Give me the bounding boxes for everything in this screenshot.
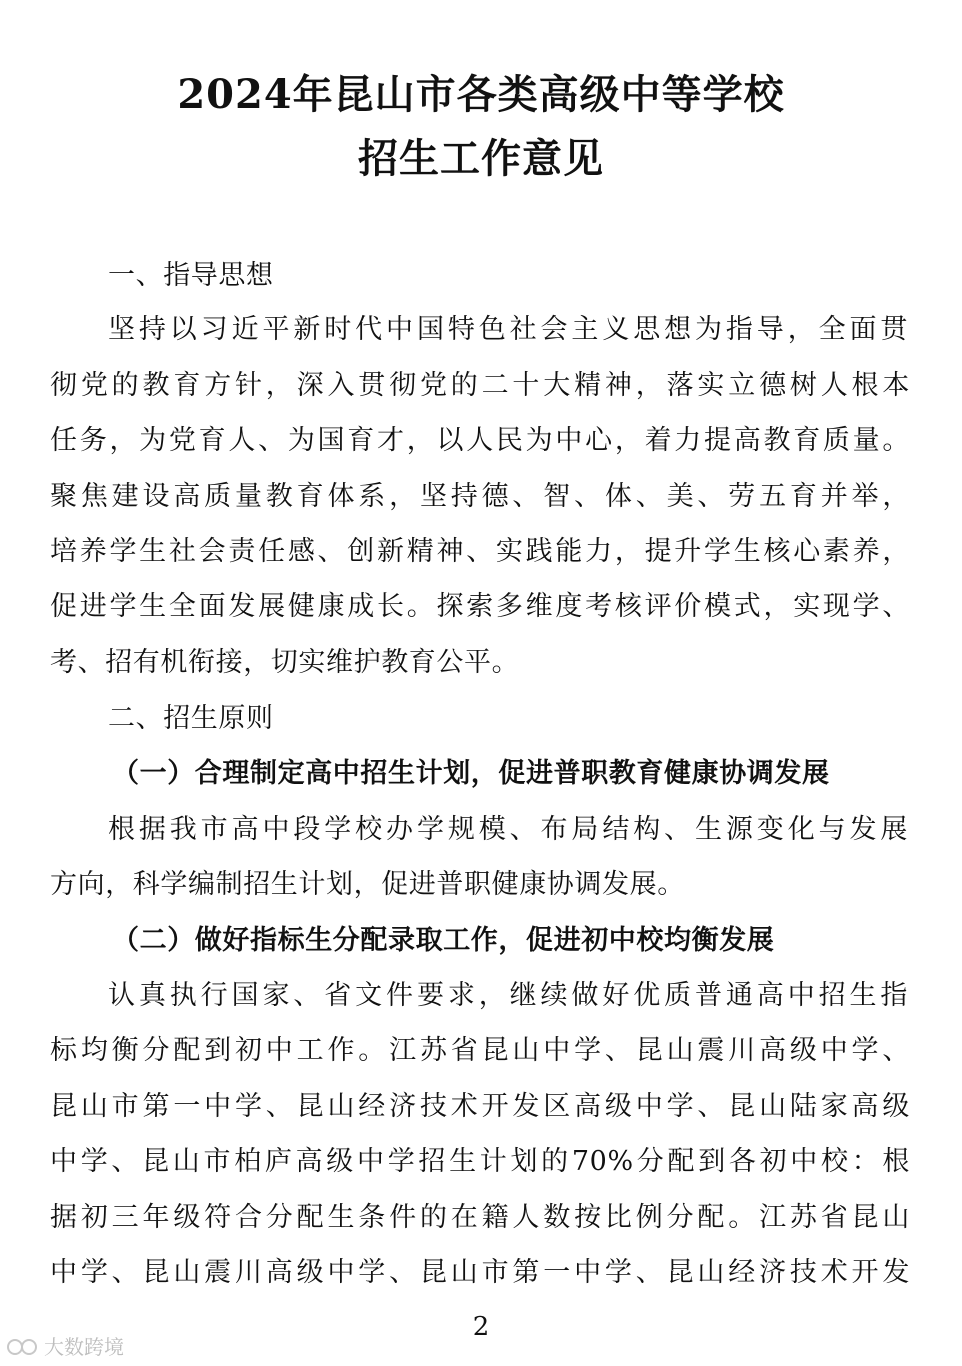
paragraph-line: 中学、昆山市柏庐高级中学招生计划的70%分配到各初中校：根 — [50, 1146, 910, 1177]
paragraph-line: 标均衡分配到初中工作。江苏省昆山中学、昆山震川高级中学、 — [50, 1035, 910, 1066]
section-heading-guiding-ideology: 一、指导思想 — [108, 260, 274, 291]
paragraph-line: 方向，科学编制招生计划，促进普职健康协调发展。 — [50, 869, 685, 900]
paragraph-line: 考、招有机衔接，切实维护教育公平。 — [50, 647, 520, 678]
subsection-heading-2: （二）做好指标生分配录取工作，促进初中校均衡发展 — [112, 925, 775, 956]
section-heading-enrollment-principles: 二、招生原则 — [108, 703, 274, 734]
paragraph-line: 根据我市高中段学校办学规模、布局结构、生源变化与发展 — [108, 814, 908, 845]
watermark — [6, 1334, 124, 1360]
paragraph-line: 中学、昆山震川高级中学、昆山市第一中学、昆山经济技术开发 — [50, 1257, 910, 1288]
watermark-text: 大数跨境 — [44, 1335, 124, 1359]
page-number: 2 — [472, 1312, 490, 1342]
document-title-line-1: 2024年昆山市各类高级中等学校 — [177, 71, 785, 118]
watermark-logo-icon — [6, 1336, 40, 1358]
paragraph-line: 聚焦建设高质量教育体系，坚持德、智、体、美、劳五育并举， — [50, 481, 910, 512]
paragraph-line: 彻党的教育方针，深入贯彻党的二十大精神，落实立德树人根本 — [50, 370, 910, 401]
paragraph-line: 认真执行国家、省文件要求，继续做好优质普通高中招生指 — [108, 980, 908, 1011]
paragraph-line: 培养学生社会责任感、创新精神、实践能力，提升学生核心素养， — [50, 536, 910, 567]
paragraph-line: 坚持以习近平新时代中国特色社会主义思想为指导，全面贯 — [108, 314, 908, 345]
subsection-heading-1: （一）合理制定高中招生计划，促进普职教育健康协调发展 — [112, 758, 830, 789]
paragraph-line: 据初三年级符合分配生条件的在籍人数按比例分配。江苏省昆山 — [50, 1202, 910, 1233]
document-title-line-2: 招生工作意见 — [358, 135, 604, 182]
paragraph-line: 任务，为党育人、为国育才，以人民为中心，着力提高教育质量。 — [50, 425, 910, 456]
paragraph-line: 昆山市第一中学、昆山经济技术开发区高级中学、昆山陆家高级 — [50, 1091, 910, 1122]
paragraph-line: 促进学生全面发展健康成长。探索多维度考核评价模式，实现学、 — [50, 591, 910, 622]
